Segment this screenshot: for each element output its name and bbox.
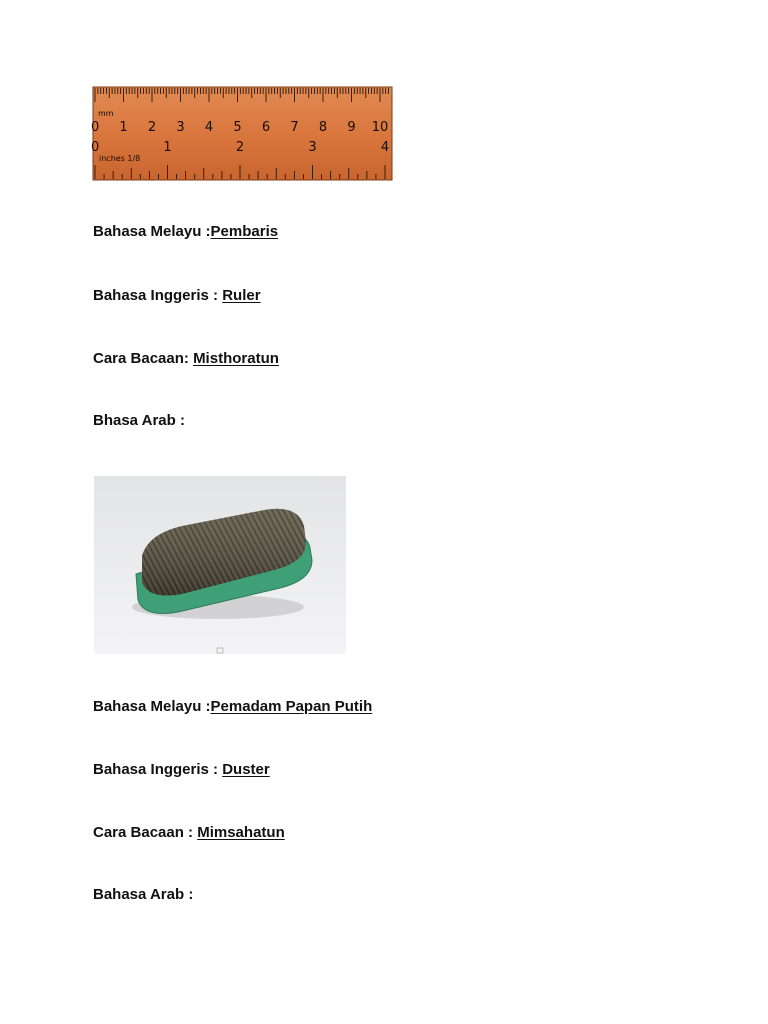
duster-malay-value: Pemadam Papan Putih <box>210 698 373 715</box>
ruler-mm-number: 2 <box>147 120 157 135</box>
ruler-mm-number: 5 <box>233 120 242 135</box>
ruler-inch-number: 4 <box>380 140 390 155</box>
ruler-mm-unit: mm <box>98 109 114 118</box>
duster-reading-label: Cara Bacaan : <box>93 824 198 841</box>
duster-english-line <box>93 761 270 779</box>
duster-arabic-label: Bahasa Arab : <box>93 886 194 903</box>
ruler-mm-number: 9 <box>347 120 356 135</box>
ruler-mm-number: 4 <box>204 120 214 135</box>
ruler-english-value: Ruler <box>222 287 261 304</box>
duster-english-label: Bahasa Inggeris : <box>93 761 223 778</box>
ruler-mm-number: 3 <box>176 120 185 135</box>
duster-english-value: Duster <box>222 761 270 778</box>
ruler-malay-value: Pembaris <box>210 223 279 240</box>
ruler-inch-unit: inches 1/8 <box>99 154 141 163</box>
duster-malay-label: Bahasa Melayu : <box>93 698 211 715</box>
ruler-reading-label: Cara Bacaan: <box>93 350 194 367</box>
ruler-mm-number: 8 <box>318 120 328 135</box>
ruler-reading-value: Misthoratun <box>193 350 279 367</box>
ruler-english-label: Bahasa Inggeris : <box>93 287 223 304</box>
ruler-reading-line <box>93 350 279 368</box>
ruler-inch-number: 1 <box>163 140 172 155</box>
ruler-arabic-label: Bhasa Arab : <box>93 412 185 429</box>
ruler-mm-number: 7 <box>290 120 299 135</box>
ruler-inch-number: 2 <box>235 140 245 155</box>
ruler-arabic-line <box>93 412 185 430</box>
duster-malay-line <box>93 698 372 716</box>
ruler-inch-number: 0 <box>91 140 100 155</box>
ruler-mm-number: 1 <box>119 120 128 135</box>
ruler-malay-label: Bahasa Melayu : <box>93 223 211 240</box>
ruler-mm-number: 10 <box>371 120 389 135</box>
duster-image <box>94 476 346 654</box>
duster-reading-value: Mimsahatun <box>197 824 285 841</box>
duster-arabic-line <box>93 886 193 904</box>
ruler-mm-number: 0 <box>91 120 100 135</box>
ruler-mm-number: 6 <box>261 120 271 135</box>
ruler-malay-line <box>93 223 278 241</box>
duster-reading-line <box>93 824 285 842</box>
ruler-inch-number: 3 <box>308 140 317 155</box>
ruler-english-line <box>93 287 261 305</box>
ruler-image <box>93 87 392 180</box>
